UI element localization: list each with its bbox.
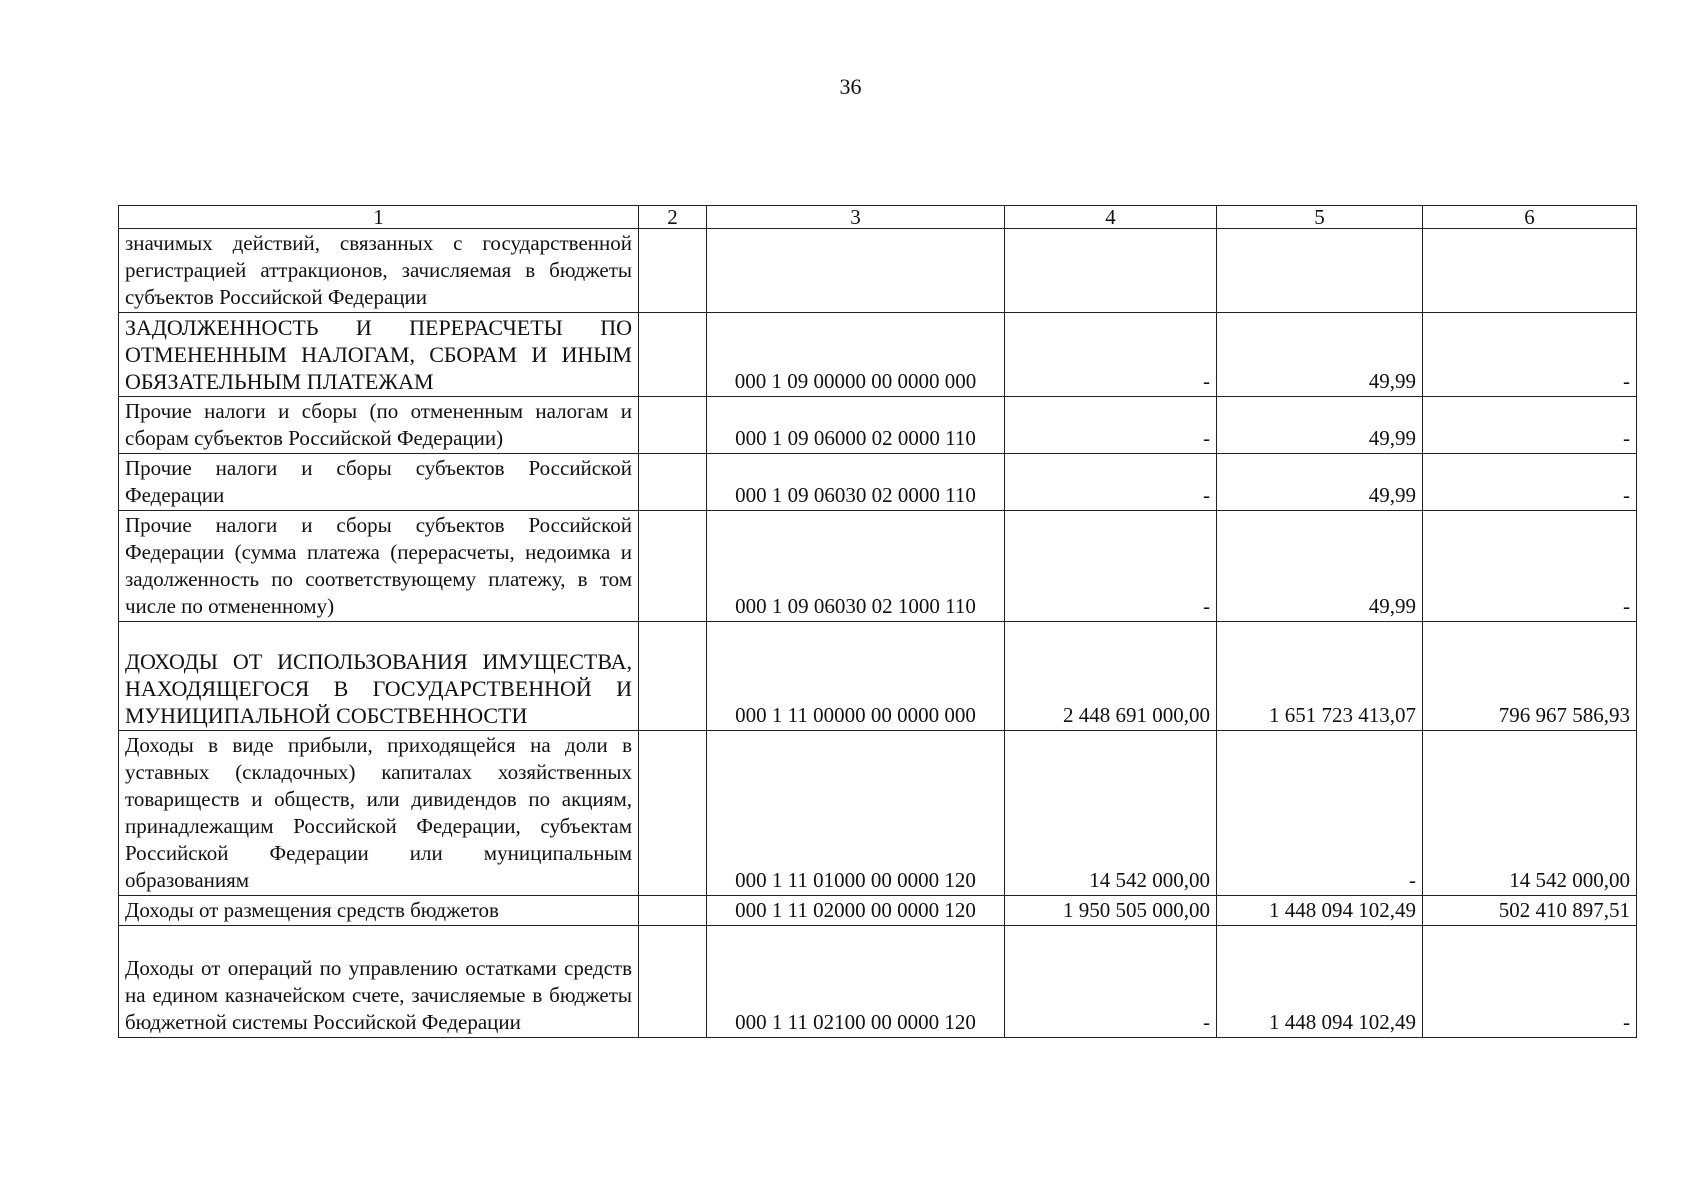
column-header: 3 bbox=[707, 206, 1005, 229]
column-header: 2 bbox=[639, 206, 707, 229]
row-name-cell: Прочие налоги и сборы субъектов Российской Федерации bbox=[119, 454, 639, 511]
table-row bbox=[119, 511, 1637, 622]
column-header: 5 bbox=[1217, 206, 1423, 229]
row-col5-cell: 1 651 723 413,07 bbox=[1217, 622, 1423, 731]
row-code-cell: 000 1 11 02000 00 0000 120 bbox=[707, 896, 1005, 926]
row-col4-cell: - bbox=[1005, 397, 1217, 454]
row-col2-cell bbox=[639, 926, 707, 1038]
row-name-cell: Доходы от размещения средств бюджетов bbox=[119, 896, 639, 926]
row-code-cell bbox=[707, 229, 1005, 313]
row-col6-cell: 14 542 000,00 bbox=[1423, 731, 1637, 896]
page-number: 36 bbox=[839, 74, 862, 99]
row-col2-cell bbox=[639, 313, 707, 397]
table-row bbox=[119, 896, 1637, 926]
table-row bbox=[119, 454, 1637, 511]
budget-revenue-table bbox=[118, 205, 1637, 1038]
table-body bbox=[119, 229, 1637, 1038]
row-col2-cell bbox=[639, 454, 707, 511]
row-name-cell: Прочие налоги и сборы (по отмененным налогам и сборам субъектов Российской Федерации) bbox=[119, 397, 639, 454]
column-header: 1 bbox=[119, 206, 639, 229]
row-col6-cell: - bbox=[1423, 454, 1637, 511]
row-col6-cell bbox=[1423, 229, 1637, 313]
row-name-cell: Прочие налоги и сборы субъектов Российской Федерации (сумма платежа (перерасчеты, недоимка и задолженность по соответствующему платежу, в том числе по отмененному) bbox=[119, 511, 639, 622]
row-name-cell: ДОХОДЫ ОТ ИСПОЛЬЗОВАНИЯ ИМУЩЕСТВА, НАХОДЯЩЕГОСЯ В ГОСУДАРСТВЕННОЙ И МУНИЦИПАЛЬНОЙ СОБСТВЕННОСТИ bbox=[119, 622, 639, 731]
row-code-cell: 000 1 11 01000 00 0000 120 bbox=[707, 731, 1005, 896]
row-col5-cell bbox=[1217, 229, 1423, 313]
row-code-cell: 000 1 09 06030 02 1000 110 bbox=[707, 511, 1005, 622]
table-header-row bbox=[119, 206, 1637, 229]
row-col4-cell: 1 950 505 000,00 bbox=[1005, 896, 1217, 926]
row-col4-cell: - bbox=[1005, 511, 1217, 622]
row-code-cell: 000 1 11 00000 00 0000 000 bbox=[707, 622, 1005, 731]
row-col5-cell: 1 448 094 102,49 bbox=[1217, 926, 1423, 1038]
row-col6-cell: - bbox=[1423, 926, 1637, 1038]
row-col2-cell bbox=[639, 229, 707, 313]
row-col5-cell: - bbox=[1217, 731, 1423, 896]
column-header: 4 bbox=[1005, 206, 1217, 229]
row-col6-cell: - bbox=[1423, 313, 1637, 397]
table-row bbox=[119, 229, 1637, 313]
row-col6-cell: 502 410 897,51 bbox=[1423, 896, 1637, 926]
row-col2-cell bbox=[639, 896, 707, 926]
row-col4-cell: 2 448 691 000,00 bbox=[1005, 622, 1217, 731]
row-col5-cell: 49,99 bbox=[1217, 454, 1423, 511]
row-code-cell: 000 1 09 06030 02 0000 110 bbox=[707, 454, 1005, 511]
row-col5-cell: 49,99 bbox=[1217, 511, 1423, 622]
row-code-cell: 000 1 09 06000 02 0000 110 bbox=[707, 397, 1005, 454]
row-name-cell: ЗАДОЛЖЕННОСТЬ И ПЕРЕРАСЧЕТЫ ПО ОТМЕНЕННЫМ НАЛОГАМ, СБОРАМ И ИНЫМ ОБЯЗАТЕЛЬНЫМ ПЛАТЕЖАМ bbox=[119, 313, 639, 397]
row-col6-cell: - bbox=[1423, 397, 1637, 454]
row-col2-cell bbox=[639, 622, 707, 731]
row-col5-cell: 49,99 bbox=[1217, 313, 1423, 397]
table-row bbox=[119, 731, 1637, 896]
row-col4-cell: - bbox=[1005, 454, 1217, 511]
column-header: 6 bbox=[1423, 206, 1637, 229]
row-col2-cell bbox=[639, 511, 707, 622]
row-col5-cell: 49,99 bbox=[1217, 397, 1423, 454]
row-col2-cell bbox=[639, 731, 707, 896]
row-name-cell: Доходы в виде прибыли, приходящейся на доли в уставных (складочных) капиталах хозяйственных товариществ и обществ, или дивидендов по акциям, принадлежащим Российской Федерации, субъектам Российской Федерации или муниципальным образованиям bbox=[119, 731, 639, 896]
row-col4-cell: - bbox=[1005, 926, 1217, 1038]
row-col6-cell: - bbox=[1423, 511, 1637, 622]
row-col5-cell: 1 448 094 102,49 bbox=[1217, 896, 1423, 926]
row-col6-cell: 796 967 586,93 bbox=[1423, 622, 1637, 731]
row-col4-cell: 14 542 000,00 bbox=[1005, 731, 1217, 896]
row-code-cell: 000 1 11 02100 00 0000 120 bbox=[707, 926, 1005, 1038]
row-col2-cell bbox=[639, 397, 707, 454]
row-col4-cell: - bbox=[1005, 313, 1217, 397]
row-col4-cell bbox=[1005, 229, 1217, 313]
table-row bbox=[119, 313, 1637, 397]
row-name-cell: Доходы от операций по управлению остатками средств на едином казначейском счете, зачисляемые в бюджеты бюджетной системы Российской Федерации bbox=[119, 926, 639, 1038]
table-row bbox=[119, 926, 1637, 1038]
table-row bbox=[119, 397, 1637, 454]
table-row bbox=[119, 622, 1637, 731]
row-name-cell: значимых действий, связанных с государственной регистрацией аттракционов, зачисляемая в бюджеты субъектов Российской Федерации bbox=[119, 229, 639, 313]
row-code-cell: 000 1 09 00000 00 0000 000 bbox=[707, 313, 1005, 397]
